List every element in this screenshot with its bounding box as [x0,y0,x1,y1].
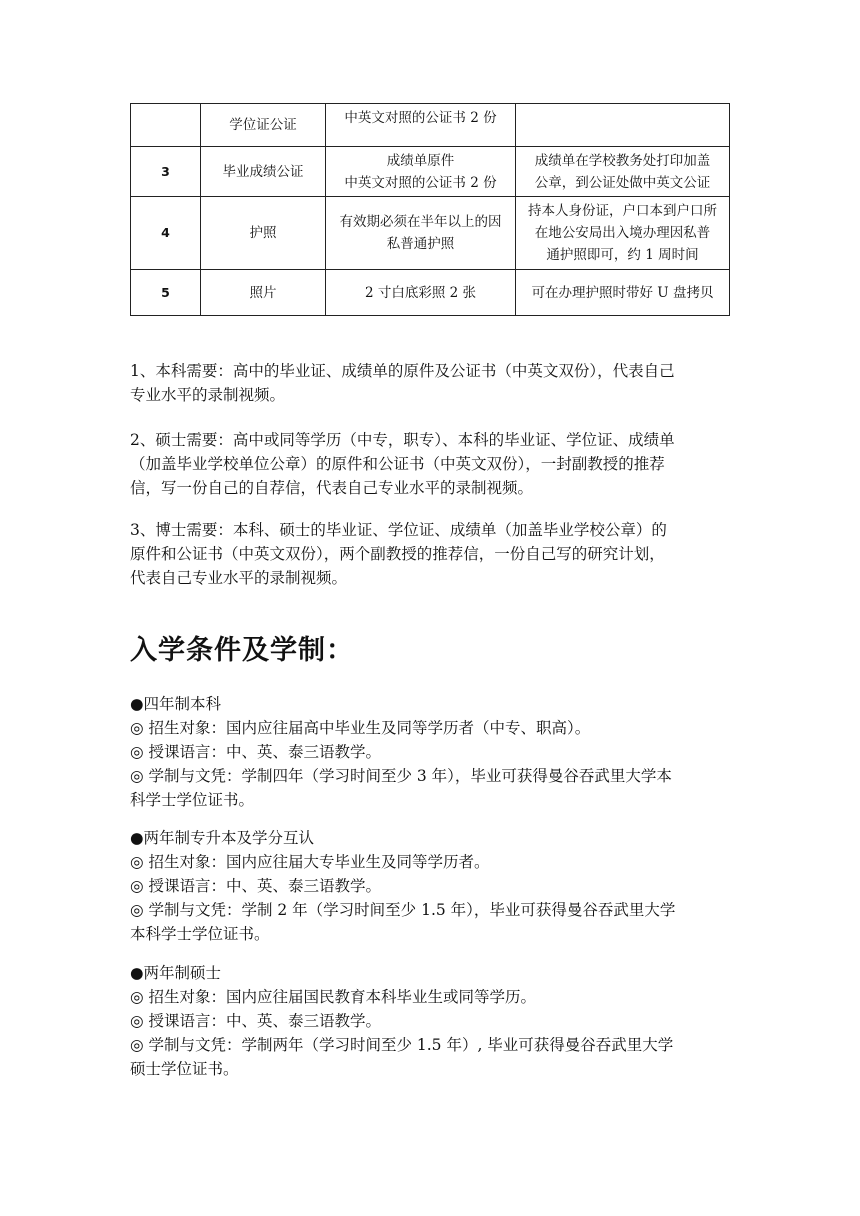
table-row [131,104,730,147]
program-title: ●四年制本科 [130,695,222,713]
table-row [131,197,730,270]
program-bachelor: ●四年制本科 ◎ 招生对象：国内应往届高中毕业生及同等学历者（中专、职高）。 ◎ 授课语言：中、英、泰三语教学。 ◎ 学制与文凭：学制四年（学习时间至少 3 年），毕业可获得曼谷吞武里大学本 科学士学位证书。 [130,692,740,812]
item-name: 学位证公证 [201,104,326,147]
item-requirement: 中英文对照的公证书 2 份 [326,104,516,147]
row-number [131,104,201,147]
item-note: 成绩单在学校教务处打印加盖 公章，到公证处做中英文公证 [516,147,730,197]
table-row [131,270,730,316]
item-note [516,104,730,147]
row-number: 3 [131,147,201,197]
requirement-doctor: 3、博士需要：本科、硕士的毕业证、学位证、成绩单（加盖毕业学校公章）的 原件和公证书（中英文双份），两个副教授的推荐信，一份自己写的研究计划， 代表自己专业水平的录制视频。 [130,521,667,587]
program-title: ●两年制专升本及学分互认 [130,829,315,847]
documents-table [130,103,730,316]
item-note: 持本人身份证，户口本到户口所 在地公安局出入境办理因私普 通护照即可，约 1 周时间 [516,197,730,270]
item-note: 可在办理护照时带好 U 盘拷贝 [516,270,730,316]
requirement-master: 2、硕士需要：高中或同等学历（中专，职专）、本科的毕业证、学位证、成绩单 （加盖毕业学校单位公章）的原件和公证书（中英文双份），一封副教授的推荐 信，写一份自己的自荐信，代表自己专业水平的录制视频。 [130,431,675,497]
program-title: ●两年制硕士 [130,964,222,982]
item-requirement: 有效期必须在半年以上的因 私普通护照 [326,197,516,270]
program-master: ●两年制硕士 ◎ 招生对象：国内应往届国民教育本科毕业生或同等学历。 ◎ 授课语言：中、英、泰三语教学。 ◎ 学制与文凭：学制两年（学习时间至少 1.5 年）, 毕业可获得曼谷吞武里大学 硕士学位证书。 [130,961,740,1081]
row-number: 5 [131,270,201,316]
requirement-bachelor: 1、本科需要：高中的毕业证、成绩单的原件及公证书（中英文双份），代表自己 专业水平的录制视频。 [130,362,675,404]
item-name: 护照 [201,197,326,270]
item-requirement: 2 寸白底彩照 2 张 [326,270,516,316]
item-requirement: 成绩单原件 中英文对照的公证书 2 份 [326,147,516,197]
section-title: 入学条件及学制： [130,635,354,666]
program-upgrade: ●两年制专升本及学分互认 ◎ 招生对象：国内应往届大专毕业生及同等学历者。 ◎ 授课语言：中、英、泰三语教学。 ◎ 学制与文凭：学制 2 年（学习时间至少 1.5 年），毕业可获得曼谷吞武里大学 本科学士学位证书。 [130,826,740,946]
row-number: 4 [131,197,201,270]
item-name: 照片 [201,270,326,316]
item-name: 毕业成绩公证 [201,147,326,197]
table-row [131,147,730,197]
